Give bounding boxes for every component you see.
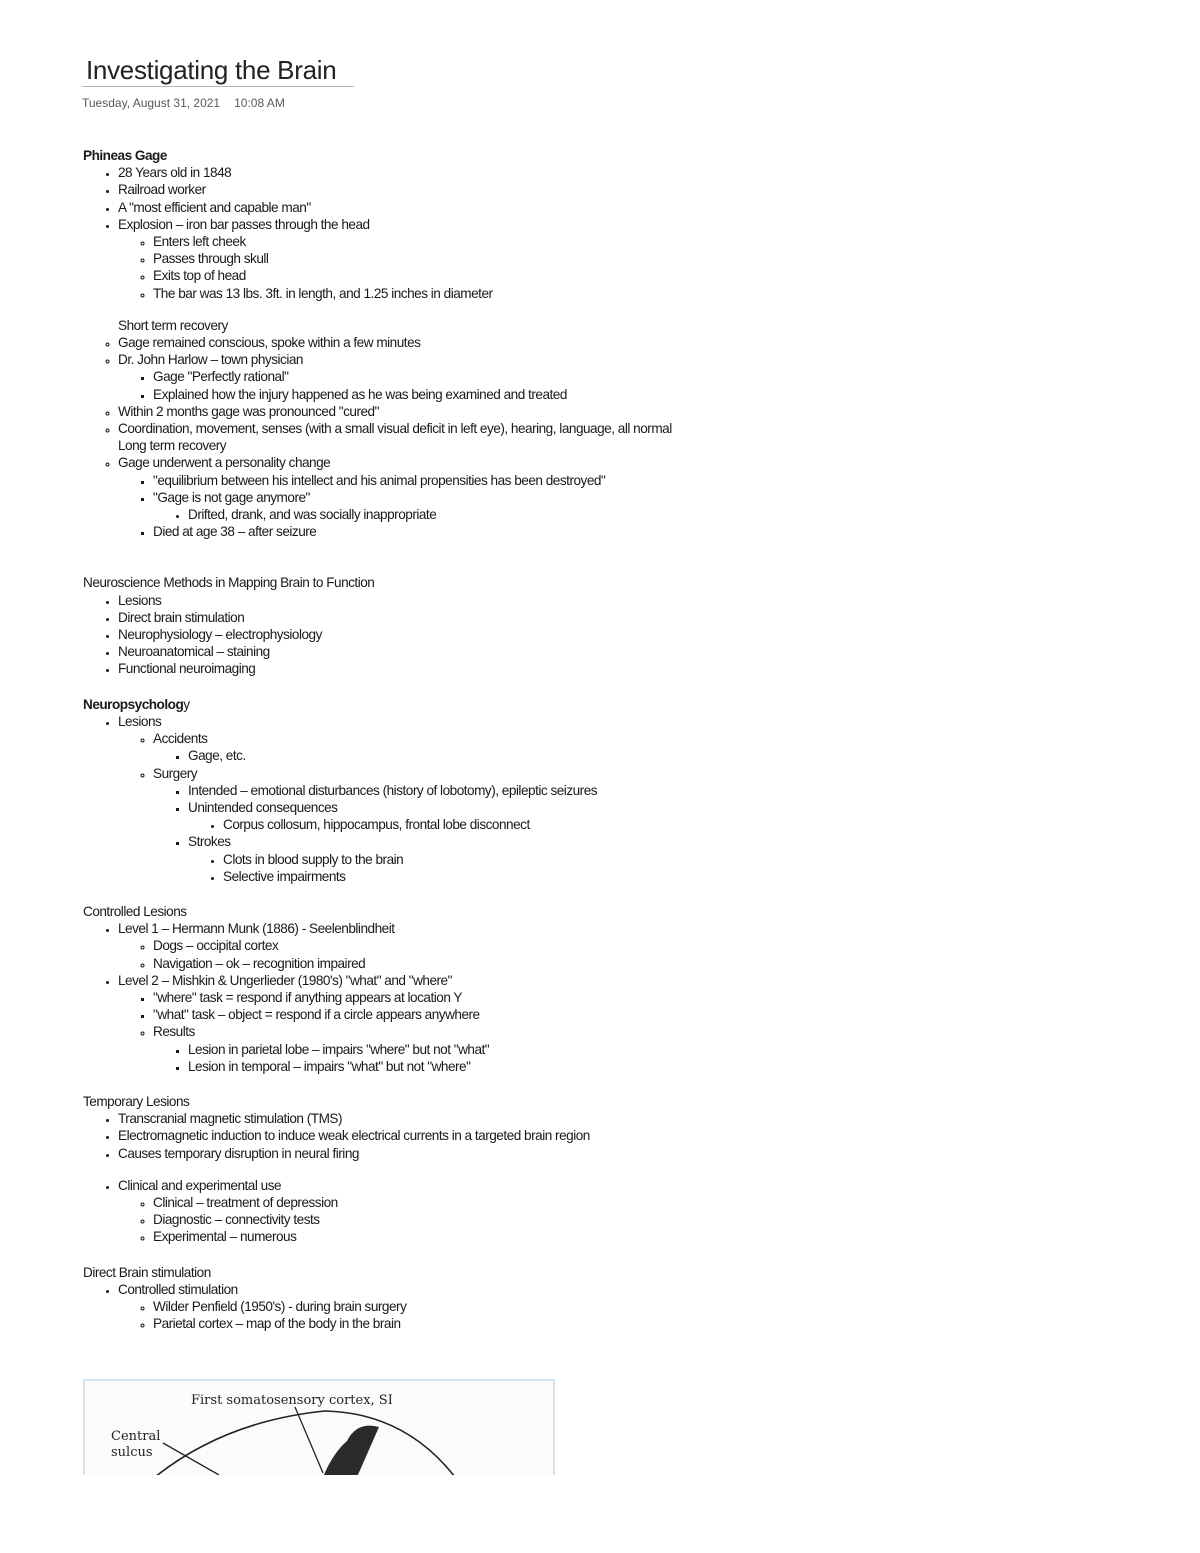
figure-label-cortex: First somatosensory cortex, SI [191, 1393, 393, 1408]
gage-sublist [153, 506, 723, 523]
long-term-wrapper [83, 454, 723, 540]
section-heading-temporary-lesions: Temporary Lesions [83, 1093, 190, 1109]
list-item-text: Accidents [153, 731, 208, 747]
sulcus-label-leader [163, 1443, 219, 1475]
list-item-text: Gage underwent a personality change [118, 455, 331, 471]
personality-sublist [118, 472, 723, 541]
list-item: • 28 Years old in 1848 [118, 164, 723, 181]
list-item [118, 351, 723, 403]
methods-list [83, 592, 723, 678]
list-item [118, 972, 723, 1075]
page-title: Investigating the Brain [86, 55, 337, 85]
list-item-text: Strokes [188, 834, 231, 850]
level2-tasks [153, 989, 723, 1023]
note-body[interactable] [83, 147, 723, 1332]
list-item [118, 920, 723, 972]
list-item: • Electromagnetic induction to induce weak electrical currents in a targeted brain region [118, 1127, 723, 1144]
list-item: • Functional neuroimaging [118, 660, 723, 677]
section-heading-methods: Neuroscience Methods in Mapping Brain to Function [83, 575, 375, 591]
list-item: ▪ Explained how the injury happened as he was being examined and treated [153, 386, 723, 403]
list-item: ▪ Lesion in temporal – impairs "what" but not "where" [188, 1058, 723, 1075]
subheading-long-term: Long term recovery [118, 438, 227, 454]
list-item: ◦ The bar was 13 lbs. 3ft. in length, and 1.25 inches in diameter [153, 285, 723, 302]
list-item: ◦ Clinical – treatment of depression [153, 1194, 723, 1211]
list-item: ◦ Exits top of head [153, 267, 723, 284]
list-item: • Neuroanatomical – staining [118, 643, 723, 660]
subheading-short-term: Short term recovery [118, 317, 228, 333]
phineas-list [83, 164, 723, 302]
list-item-text: Controlled stimulation [118, 1281, 238, 1297]
brain-outline [155, 1411, 455, 1475]
list-item: ◦ Dogs – occipital cortex [153, 937, 723, 954]
page-timestamp [82, 96, 285, 110]
section-heading-neuropsychology [83, 696, 723, 713]
direct-list [83, 1281, 723, 1333]
level2-wrapper [118, 989, 723, 1075]
list-item [118, 454, 723, 540]
figure-label-central: Central [111, 1429, 161, 1444]
accidents-sublist [153, 747, 723, 764]
list-item: ▪ Died at age 38 – after seizure [153, 523, 723, 540]
list-item [188, 833, 723, 885]
list-item-text: Level 2 – Mishkin & Ungerlieder (1980's) "what" and "where" [118, 972, 452, 988]
list-item-text: Level 1 – Hermann Munk (1886) - Seelenblindheit [118, 921, 395, 937]
list-item [118, 713, 723, 885]
long-term-list [118, 454, 723, 540]
somatosensory-region [323, 1426, 379, 1475]
section-heading-direct-stimulation: Direct Brain stimulation [83, 1264, 211, 1280]
short-term-list [118, 334, 723, 437]
figure-label-sulcus: sulcus [111, 1445, 153, 1460]
section-heading-phineas-gage: Phineas Gage [83, 148, 167, 163]
list-item [153, 1023, 723, 1075]
list-item: ▪ Gage "Perfectly rational" [153, 368, 723, 385]
cortex-label-leader [295, 1407, 323, 1473]
clinical-sublist [118, 1194, 723, 1246]
list-item: ◦ Coordination, movement, senses (with a small visual deficit in left eye), hearing, language, all normal [118, 420, 723, 437]
list-item: • Clots in blood supply to the brain [223, 851, 723, 868]
list-item: ◦ Navigation – ok – recognition impaired [153, 955, 723, 972]
explosion-sublist [118, 233, 723, 302]
list-item [188, 799, 723, 833]
list-item: • Corpus collosum, hippocampus, frontal lobe disconnect [223, 816, 723, 833]
list-item: ◦ Wilder Penfield (1950's) - during brain surgery [153, 1298, 723, 1315]
list-item: ◦ Gage remained conscious, spoke within a few minutes [118, 334, 723, 351]
surgery-sublist [153, 782, 723, 885]
heading-rest-part: y [183, 696, 190, 712]
list-item: • Drifted, drank, and was socially inappropriate [188, 506, 723, 523]
list-item-text: Dr. John Harlow – town physician [118, 352, 303, 368]
list-item: ▪ "what" task – object = respond if a circle appears anywhere [153, 1006, 723, 1023]
strokes-sublist [188, 851, 723, 885]
list-item: ▪ Lesion in parietal lobe – impairs "where" but not "what" [188, 1041, 723, 1058]
list-item [153, 730, 723, 764]
list-item: • Causes temporary disruption in neural firing [118, 1145, 723, 1162]
list-item-text: Explosion – iron bar passes through the head [118, 216, 370, 232]
lesions-sublist [118, 730, 723, 885]
list-item: • Transcranial magnetic stimulation (TMS) [118, 1110, 723, 1127]
list-item: ▪ "where" task = respond if anything appears at location Y [153, 989, 723, 1006]
neuropsych-list [83, 713, 723, 885]
list-item [118, 216, 723, 302]
somatosensory-cortex-figure [83, 1379, 555, 1475]
page-time: 10:08 AM [234, 96, 285, 110]
list-item-text: Surgery [153, 765, 198, 781]
list-item: • Selective impairments [223, 868, 723, 885]
list-item: • Railroad worker [118, 181, 723, 198]
list-item [118, 1281, 723, 1333]
list-item: ▪ Intended – emotional disturbances (history of lobotomy), epileptic seizures [188, 782, 723, 799]
clinical-list [83, 1177, 723, 1246]
short-term-wrapper [83, 334, 723, 437]
list-item: ▪ "equilibrium between his intellect and his animal propensities has been destroyed" [153, 472, 723, 489]
list-item: ◦ Enters left cheek [153, 233, 723, 250]
list-item: ◦ Within 2 months gage was pronounced "cured" [118, 403, 723, 420]
list-item: ◦ Diagnostic – connectivity tests [153, 1211, 723, 1228]
list-item [118, 1177, 723, 1246]
list-item-text: Unintended consequences [188, 799, 338, 815]
list-item: ◦ Passes through skull [153, 250, 723, 267]
list-item: • Neurophysiology – electrophysiology [118, 626, 723, 643]
controlled-list [83, 920, 723, 1075]
list-item: ◦ Parietal cortex – map of the body in the brain [153, 1315, 723, 1332]
list-item: ▪ Gage, etc. [188, 747, 723, 764]
harlow-sublist [118, 368, 723, 402]
results-sublist [153, 1041, 723, 1075]
list-item: • Lesions [118, 592, 723, 609]
list-item: • Direct brain stimulation [118, 609, 723, 626]
list-item-text: Results [153, 1024, 195, 1040]
temporary-list [83, 1110, 723, 1162]
list-item [153, 489, 723, 523]
list-item [153, 765, 723, 885]
list-item-text: Clinical and experimental use [118, 1177, 282, 1193]
level1-sublist [118, 937, 723, 971]
direct-sublist [118, 1298, 723, 1332]
list-item: ◦ Experimental – numerous [153, 1228, 723, 1245]
unintended-sublist [188, 816, 723, 833]
title-underline [82, 86, 354, 87]
list-item: • A "most efficient and capable man" [118, 199, 723, 216]
heading-bold-part: Neuropsycholog [83, 696, 184, 712]
section-heading-controlled-lesions: Controlled Lesions [83, 903, 187, 919]
list-item-text: "Gage is not gage anymore" [153, 489, 310, 505]
page-date: Tuesday, August 31, 2021 [82, 96, 221, 110]
list-item-text: Lesions [118, 713, 162, 729]
